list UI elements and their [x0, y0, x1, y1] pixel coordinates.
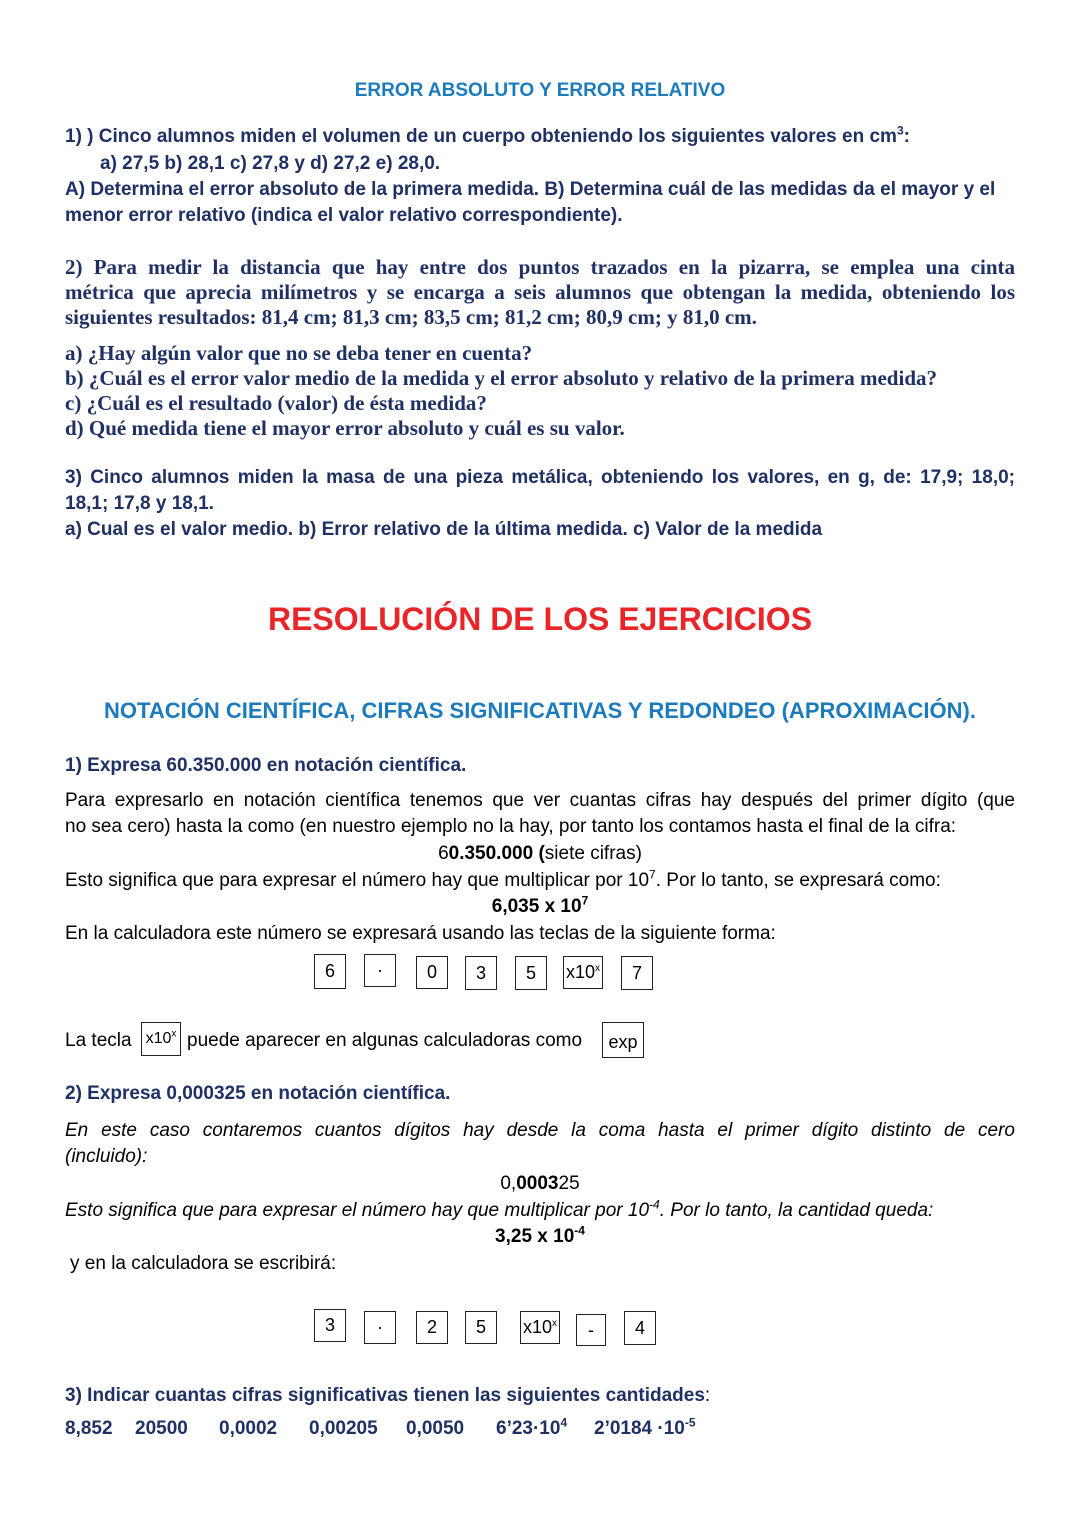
calc-key: 6 — [314, 954, 346, 989]
ex2-p3-sup: -4 — [649, 1197, 660, 1212]
quantity-7 — [594, 1416, 696, 1442]
ex2-number-a: 0, — [500, 1173, 517, 1194]
calc-key: 3 — [314, 1309, 346, 1342]
quantity-2: 20500 — [135, 1418, 188, 1439]
ex2-p4: y en la calculadora se escribirá: — [70, 1253, 337, 1274]
calc-key: 4 — [624, 1311, 656, 1345]
q2-line3: siguientes resultados: 81,4 cm; 81,3 cm; 83,5 cm; 81,2 cm; 80,9 cm; y 81,0 cm. — [65, 305, 757, 329]
ex2-p3 — [65, 1198, 933, 1224]
quantity-7-sup: -5 — [684, 1415, 696, 1430]
quantity-5: 0,0050 — [406, 1418, 465, 1439]
ex2-number-c: 25 — [558, 1173, 580, 1194]
ex1-p1: Para expresarlo en notación científica tenemos que ver cuantas cifras hay después del primer dígito (que — [65, 790, 1015, 811]
ex1-result-base: 6,035 x 10 — [491, 896, 582, 917]
ex1-p3 — [65, 868, 941, 894]
ex2-result-sup: -4 — [574, 1223, 585, 1238]
calc-key-x10 — [520, 1311, 560, 1344]
calc-key-x10-label: x10 — [565, 962, 596, 982]
ex2-result-base: 3,25 x 10 — [495, 1226, 575, 1247]
calc-key: - — [576, 1314, 606, 1346]
q1-line1-colon: : — [903, 126, 910, 147]
ex3-heading-text: 3) Indicar cuantas cifras significativas tienen las siguientes cantidades — [65, 1385, 705, 1406]
ex1-result-sup: 7 — [581, 893, 589, 908]
inline-key-exp: exp — [602, 1022, 644, 1058]
ex3-heading-colon: : — [704, 1385, 711, 1406]
calc-key-x10-label: x10 — [522, 1317, 553, 1337]
ex2-p1: En este caso contaremos cuantos dígitos hay desde la coma hasta el primer dígito distinto de cero — [65, 1120, 1015, 1141]
q2-line1: 2) Para medir la distancia que hay entre dos puntos trazados en la pizarra, se emplea una cinta — [65, 255, 1015, 279]
quantity-4: 0,00205 — [309, 1418, 378, 1439]
calc-key: 5 — [465, 1311, 497, 1344]
ex2-p2: (incluido): — [65, 1146, 148, 1167]
calc-key-x10-sup: x — [595, 963, 601, 974]
calc-key: 7 — [621, 956, 653, 990]
ex1-result — [0, 894, 1080, 920]
q2-b: b) ¿Cuál es el error valor medio de la medida y el error absoluto y relativo de la primera medida? — [65, 366, 937, 390]
quantity-1: 8,852 — [65, 1418, 113, 1439]
q2-line2: métrica que aprecia milímetros y se encarga a seis alumnos que obtengan la medida, obteniendo los — [65, 280, 1015, 304]
ex3-heading — [65, 1383, 710, 1409]
tecla-mid: puede aparecer en algunas calculadoras como — [187, 1030, 583, 1051]
q2-d: d) Qué medida tiene el mayor error absoluto y cuál es su valor. — [65, 416, 625, 440]
inline-key-x10 — [141, 1022, 181, 1056]
q1-line1 — [65, 124, 910, 150]
ex1-p4: En la calculadora este número se expresará usando las teclas de la siguiente forma: — [65, 923, 776, 944]
q1-line1-text: 1) ) Cinco alumnos miden el volumen de un cuerpo obteniendo los siguientes valores en cm — [65, 126, 897, 147]
q3-line3: a) Cual es el valor medio. b) Error relativo de la última medida. c) Valor de la medida — [65, 519, 823, 540]
quantity-6-sup: 4 — [560, 1415, 568, 1430]
inline-key-x10-label: x10 — [145, 1030, 172, 1047]
calc-key: 5 — [515, 956, 547, 990]
calc-key: 0 — [416, 956, 448, 989]
ex2-p3-text: Esto significa que para expresar el número hay que multiplicar por 10 — [65, 1200, 650, 1221]
q3-line1: 3) Cinco alumnos miden la masa de una pieza metálica, obteniendo los valores, en g, de: 17,9; 18,0; — [65, 467, 1015, 488]
resolution-title: RESOLUCIÓN DE LOS EJERCICIOS — [267, 601, 813, 637]
ex2-number-b: 0003 — [516, 1173, 559, 1194]
q1-line1-sup: 3 — [896, 123, 904, 138]
calc-key-x10 — [563, 956, 603, 989]
calc-key: 3 — [465, 956, 497, 990]
calc-key: · — [364, 1311, 396, 1344]
ex1-p3-sup: 7 — [649, 867, 656, 882]
ex1-number — [0, 841, 1080, 867]
ex2-number — [0, 1171, 1080, 1197]
quantity-6-base: 6’23·10 — [496, 1418, 561, 1439]
calc-key-x10-sup: x — [552, 1318, 558, 1329]
calc-key: · — [364, 954, 396, 987]
tecla-pre: La tecla — [65, 1030, 132, 1051]
ex2-heading: 2) Expresa 0,000325 en notación científica. — [65, 1083, 451, 1104]
ex1-number-bold: 0.350.000 ( — [448, 843, 545, 864]
ex1-p2: no sea cero) hasta la como (en nuestro ejemplo no la hay, por tanto los contamos hasta el final de la cifra: — [65, 816, 957, 837]
inline-key-x10-sup: x — [171, 1028, 177, 1040]
ex1-number-rest: siete cifras) — [544, 843, 642, 864]
ex1-number-first: 6 — [438, 843, 449, 864]
q1-line3: A) Determina el error absoluto de la primera medida. B) Determina cuál de las medidas da el mayor y el — [65, 179, 996, 200]
ex1-p3-text: Esto significa que para expresar el número hay que multiplicar por 10 — [65, 870, 650, 891]
ex1-heading: 1) Expresa 60.350.000 en notación científica. — [65, 755, 467, 776]
q1-line4: menor error relativo (indica el valor relativo correspondiente). — [65, 205, 623, 226]
q2-a: a) ¿Hay algún valor que no se deba tener en cuenta? — [65, 341, 533, 365]
section-title-notation: NOTACIÓN CIENTÍFICA, CIFRAS SIGNIFICATIVAS Y REDONDEO (APROXIMACIÓN). — [104, 698, 976, 723]
q1-line2: a) 27,5 b) 28,1 c) 27,8 y d) 27,2 e) 28,0. — [100, 153, 441, 174]
q2-c: c) ¿Cuál es el resultado (valor) de ésta medida? — [65, 391, 487, 415]
q3-line2: 18,1; 17,8 y 18,1. — [65, 493, 214, 514]
quantity-7-base: 2’0184 ·10 — [594, 1418, 685, 1439]
quantity-3: 0,0002 — [219, 1418, 278, 1439]
ex1-p3-post: . Por lo tanto, se expresará como: — [655, 870, 941, 891]
ex2-result — [0, 1224, 1080, 1250]
section-title-error: ERROR ABSOLUTO Y ERROR RELATIVO — [354, 80, 726, 101]
calc-key: 2 — [416, 1311, 448, 1344]
quantity-6 — [496, 1416, 567, 1442]
ex2-p3-post: . Por lo tanto, la cantidad queda: — [659, 1200, 934, 1221]
